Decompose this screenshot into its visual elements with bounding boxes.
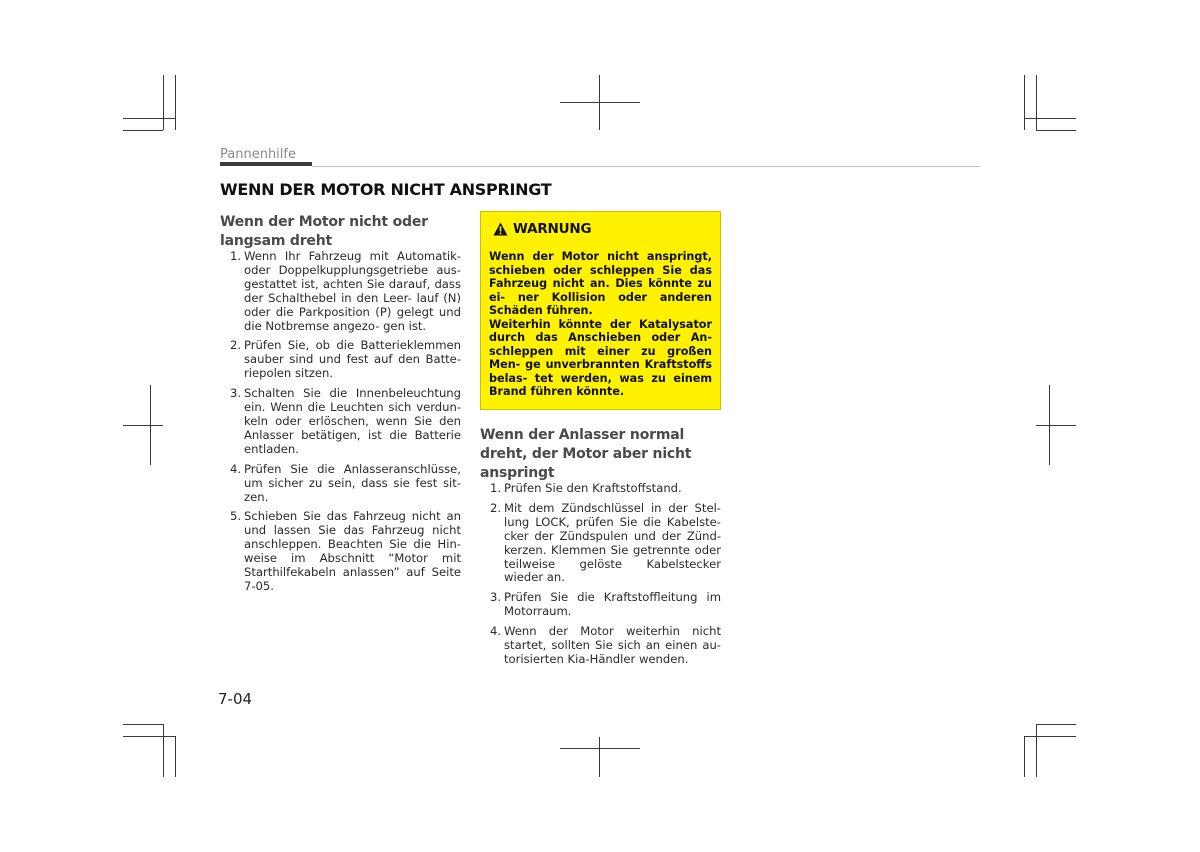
step-number: 2. [230, 338, 242, 353]
right-column [480, 211, 721, 673]
list-item [220, 387, 461, 457]
warning-title: WARNUNG [513, 221, 592, 237]
warning-paragraph-1: Wenn der Motor nicht anspringt, schieben oder schleppen Sie das Fahrzeug nicht an. Dies könnte zu ei- ner Kollision oder anderen Schäden führen. [489, 250, 712, 317]
page-number: 7-04 [218, 690, 253, 708]
step-number: 2. [490, 500, 502, 515]
step-number: 5. [230, 509, 242, 524]
step-number: 1. [490, 481, 502, 495]
step-text: Prüfen Sie die Anlasseranschlüsse, um sicher zu sein, dass sie fest sit- zen. [244, 461, 461, 504]
list-item [220, 339, 461, 381]
step-text: Mit dem Zündschlüssel in der Stel- lung LOCK, prüfen Sie die Kabelste- cker der Zündspulen und der Zünd- kerzen. Klemmen Sie getrennte oder teilweise gelöste Kabelstecker wieder an. [504, 500, 721, 585]
right-steps [480, 482, 721, 667]
step-text: Prüfen Sie die Kraftstoffleitung im Motorraum. [504, 590, 721, 619]
warning-text [489, 250, 712, 399]
step-number: 3. [230, 386, 242, 401]
step-number: 4. [490, 624, 502, 639]
warning-triangle-icon [493, 222, 508, 236]
step-text: Prüfen Sie, ob die Batterieklemmen sauber sind und fest auf den Batte- riepolen sitzen. [244, 338, 461, 381]
step-number: 4. [230, 461, 242, 476]
warning-box [480, 211, 721, 410]
right-heading: Wenn der Anlasser normal dreht, der Motor aber nicht anspringt [480, 427, 692, 481]
list-item [480, 591, 721, 619]
page-title: WENN DER MOTOR NICHT ANSPRINGT [220, 180, 552, 199]
warning-paragraph-2: Weiterhin könnte der Katalysator durch das Anschieben oder An- schleppen mit einer zu großen Men- ge unverbrannten Kraftstoffs belas- tet werden, was zu einem Brand führen könnte. [489, 317, 712, 398]
list-item [480, 502, 721, 585]
step-number: 3. [490, 590, 502, 605]
step-text: Schieben Sie das Fahrzeug nicht an und lassen Sie das Fahrzeug nicht anschleppen. Beachten Sie die Hin- weise im Abschnitt “Motor mit Starthilfekabeln anlassen” auf Seite 7-05. [244, 509, 461, 593]
left-steps [220, 250, 461, 594]
list-item [480, 625, 721, 667]
step-text: Schalten Sie die Innenbeleuchtung ein. Wenn die Leuchten sich verdun- keln oder erlöschen, wenn Sie den Anlasser betätigen, ist die Batterie entladen. [244, 386, 461, 456]
step-text: Wenn der Motor weiterhin nicht startet, sollten Sie sich an einen au- torisierten Kia-Händler wenden. [504, 624, 721, 666]
left-column [220, 213, 461, 600]
section-rule [312, 166, 980, 167]
step-text: Wenn Ihr Fahrzeug mit Automatik- oder Doppelkupplungsgetriebe aus- gestattet ist, achten Sie darauf, dass der Schalthebel in den Leer- lauf (N) oder die Parkposition (P) gelegt und die Notbremse angezo- gen ist. [244, 249, 461, 333]
list-item [220, 463, 461, 505]
step-text: Prüfen Sie den Kraftstoffstand. [504, 481, 682, 495]
warning-header [493, 221, 712, 237]
section-label: Pannenhilfe [220, 147, 296, 162]
list-item [220, 250, 461, 333]
left-heading: Wenn der Motor nicht oder langsam dreht [220, 214, 428, 249]
section-bar [220, 162, 312, 166]
list-item [480, 482, 721, 496]
step-number: 1. [230, 249, 242, 263]
list-item [220, 510, 461, 593]
